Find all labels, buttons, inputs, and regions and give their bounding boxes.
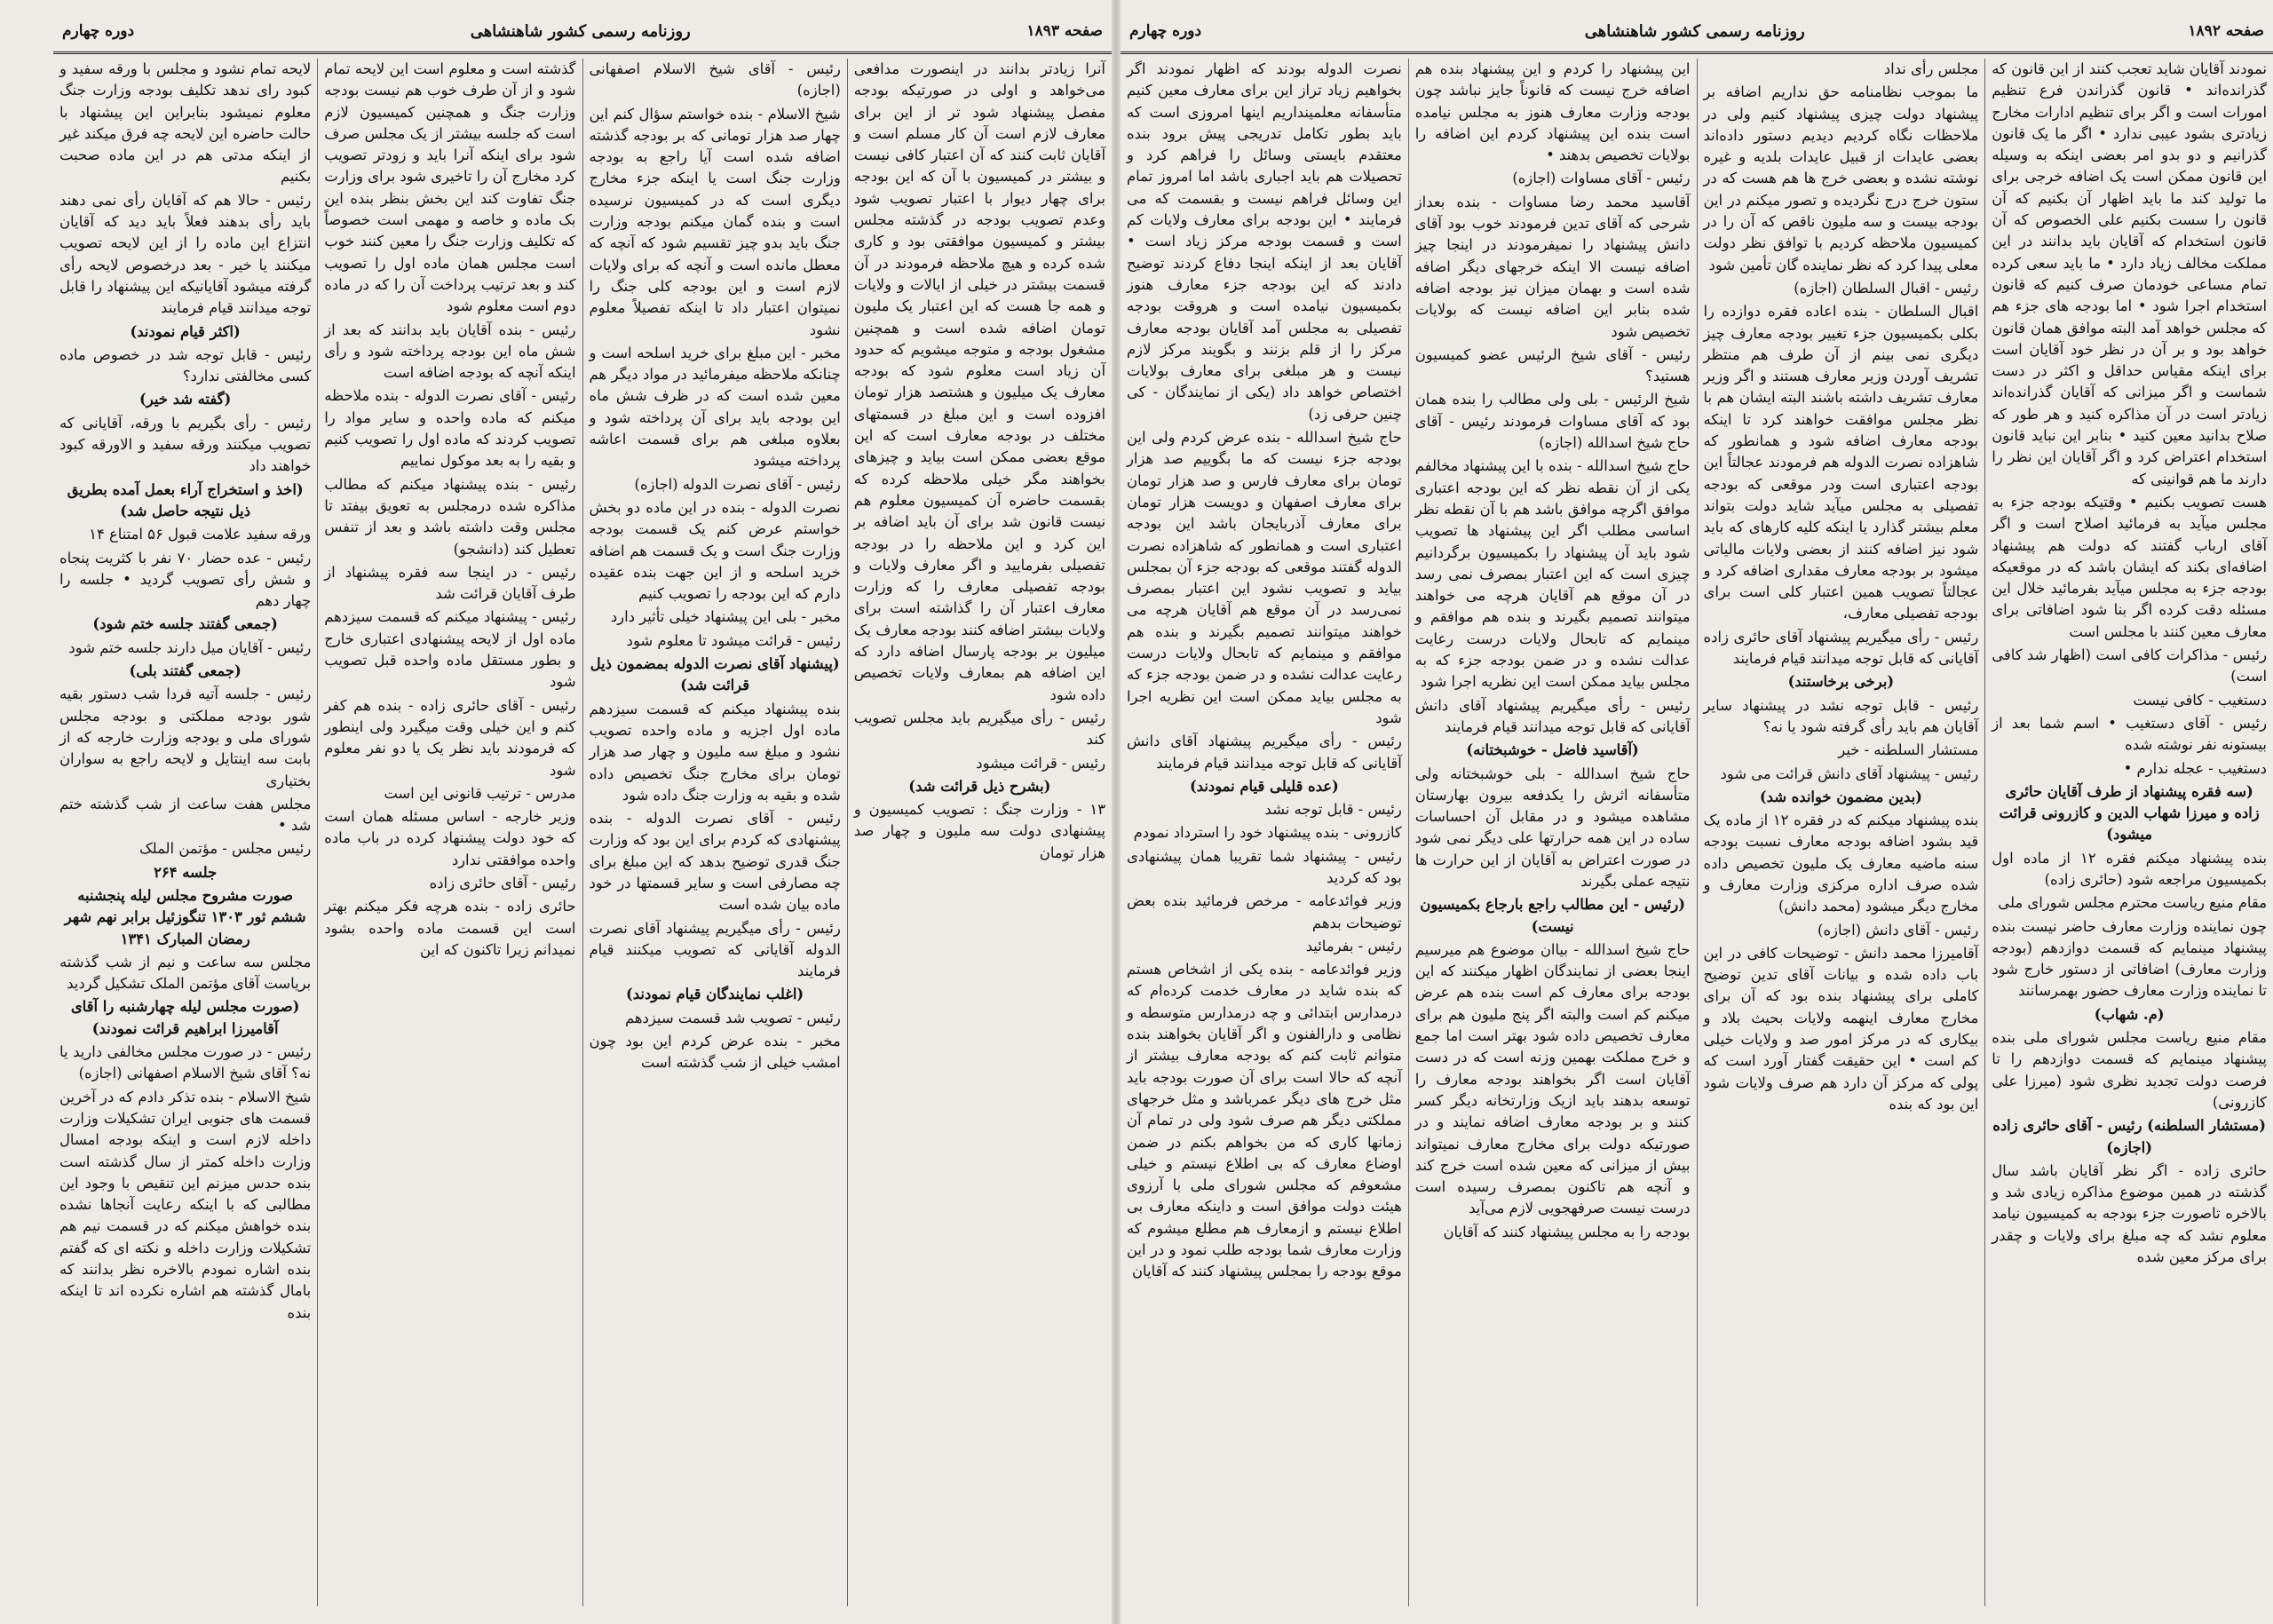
paragraph: رئیس - در اینجا سه فقره پیشنهاد از طرف آقایان قرائت شد (324, 563, 576, 603)
paragraph: رئیس - بنده پیشنهاد میکنم که مطالب مذاکره شده درمجلس به تعویق بیفتد تا مجلس وقت داشته باشد و بعد از تنفس تعطیل کند (دانشجو) (324, 475, 576, 558)
paragraph: رئیس - پیشنهاد آقای دانش قرائت می شود (1720, 764, 1979, 782)
paragraph: مستشار السلطنه - خیر (1838, 741, 1979, 759)
paragraph: بودجه را به مجلس پیشنهاد کنند که آقایان (1443, 1223, 1691, 1240)
paragraph: چون نماینده وزارت معارف حاضر نیست بنده پیشنهاد مینمایم که قسمت دوازدهم (بودجه وزارت معارف) اضافاتی از دستور خارج شود تا نماینده وزارت معارف حضور بهمرسانند (1992, 917, 2267, 1000)
paragraph: مجلس رأی نداد (1883, 60, 1979, 77)
paragraph: رئیس - پیشنهاد میکنم که قسمت سیزدهم ماده اول از لایحه پیشنهادی اعتباری خارج و بطور مستقل ماده واحده قبل تصویب شود (324, 608, 576, 691)
paragraph: رئیس - بنده آقایان باید بدانند که بعد از شش ماه این بودجه پرداخته شود و رأی اینکه آنچه که بودجه اضافه است (324, 321, 576, 382)
paragraph: جلسه ۲۶۴ (154, 863, 218, 881)
paragraph: رئیس - آقای دستغیب • اسم شما بعد از بیستونه نفر نوشته شده (1992, 714, 2267, 754)
paragraph: رئیس - مذاکرات کافی است (اظهار شد کافی است) (1992, 646, 2267, 685)
paragraph: (جمعی گفتند بلی) (129, 662, 242, 680)
paragraph: مدرس - ترتیب قانونی این است (384, 784, 576, 802)
paragraph: (عده قلیلی قیام نمودند) (1189, 777, 1339, 795)
paragraph: نصرت الدوله - بنده در این ماده دو بخش خواستم عرض کنم یک قسمت بودجه وزارت جنگ است و یک قسمت هم اضافه خرید اسلحه و از این جهت بنده عقیده دارم که این بودجه را تصویب کنیم (589, 498, 841, 603)
paragraph: رئیس - آقای حائری زاده - بنده هم کفر کنم و این خیلی وقت میگیرد ولی اینطور که فرمودند باید نظر یک یا دو نفر معلوم شود (324, 696, 576, 779)
text-column (1984, 59, 2273, 1606)
text-column (582, 59, 847, 1606)
paragraph: (مستشار السلطنه) رئیس - آقای حائری زاده (اجازه) (1992, 1117, 2266, 1156)
paragraph: رئیس - اقبال السلطان (اجازه) (1794, 279, 1979, 297)
paragraph: آقامیرزا محمد دانش - توضیحات کافی در این باب داده شده و بیانات آقای تدین توضیح کاملی برای پیشنهاد بنده بود که آن برای مخارج معارف اینهمه ولایات بحیث بلاد و بیکاری که در مرکز امور صد و ولایات خیلی کم است • این حقیقت گفتار آورد است که پولی که مرکز آن دارد هم صرف ولایات شود این بود که بنده (1703, 944, 1979, 1113)
paragraph: رئیس - آقای شیخ الرئیس عضو کمیسیون هستید؟ (1414, 345, 1691, 385)
paragraph: رئیس - آقای دانش (اجازه) (1818, 921, 1979, 939)
paragraph: رئیس - عده حضار ۷۰ نفر با کثریت پنجاه و شش رأی تصویب گردید • جلسه را چهار دهم (59, 549, 312, 610)
paragraph: مجلس سه ساعت و نیم از شب گذشته بریاست آقای مؤتمن الملک تشکیل گردید (59, 953, 312, 993)
paragraph: رئیس - رأی میگیریم باید مجلس تصویب کند (853, 709, 1105, 749)
paragraph: رئیس - آقای نصرت الدوله - بنده پیشنهادی که کردم برای این بود که وزارت جنگ قدری توضیح بدهد که این مبلغ برای چه مصارفی است و سایر قسمتها در خود ماده بیان شده است (589, 810, 841, 914)
paragraph: رئیس - آقای نصرت الدوله - بنده ملاحظه میکنم که ماده واحده و سایر مواد را تصویب کردند که ماده اول را تصویب کنیم و بقیه را به بعد موکول نماییم (324, 387, 576, 470)
paragraph: مقام منیع ریاست محترم مجلس شورای ملی (1998, 894, 2267, 912)
right-page (1121, 0, 2273, 1624)
paragraph: شیخ الرئیس - بلی ولی مطالب را بنده همان بود که آقای مساوات فرمودند رئیس - آقای حاج شیخ اسدالله (اجازه) (1414, 391, 1691, 452)
paragraph: این پیشنهاد را کردم و این پیشنهاد بنده هم اضافه خرج نیست که قانوناً جایز نباشد چون بودجه وزارت معارف هنوز به مجلس نیامده است بنده این پیشنهاد کردم این اضافه را بولایات تخصیص بدهند • (1414, 60, 1691, 164)
paragraph: رئیس - آقای نصرت الدوله (اجازه) (634, 475, 841, 493)
paragraph: دستغیب - عجله ندارم • (2123, 759, 2267, 777)
paragraph: (صورت مجلس لیله چهارشنبه را آقای آقامیرزا ابراهیم قرائت نمودند) (70, 998, 300, 1037)
paragraph: رئیس - قرائت میشود (976, 754, 1105, 772)
paragraph: نصرت الدوله بودند که اظهار نمودند اگر بخواهیم زیاد تراز این برای معارف معین کنیم متأسفانه معلمینداریم اینها امروزی است که باید بطور تکامل تدریجی پیش برود بنده معتقدم بایستی وسائل را فراهم کرد و تحصیلات هم باید اجباری باشد اما امروز تمام این وسائل فراهم نیست و بقسمت که می فرمایند • این بودجه برای معارف ولایات کم است و قسمت بودجه مرکز زیاد است • آقایان بعد از اینکه اینجا دفاع کردند توضیح دادند که این بودجه جزء معارف هنوز بکمیسیون نیامده است و هروقت بودجه تفصیلی به مجلس آمد آقایان بودجه معارف مرکز را از قلم بزنند و بگویند مرکز لازم نیست و هر مبلغی برای معارف بولایات اختصاص خواهد داد (یکی از نمایندگان - کی چنین حرفی زد) (1127, 60, 1402, 423)
paragraph: حائری زاده - بنده هرچه فکر میکنم بهتر است این قسمت ماده واحده بشود نمیدانم زیرا تاکنون که این (324, 898, 576, 958)
paragraph: (اخذ و استخراج آراء بعمل آمده بطریق ذیل نتیجه حاصل شد) (67, 480, 304, 519)
paragraph: رئیس - تصویب شد قسمت سیزدهم (625, 1009, 841, 1026)
paragraph: رئیس - بفرمائید (1305, 937, 1402, 955)
newspaper-title: روزنامه رسمی کشور شاهنشاهی (470, 21, 691, 41)
right-columns (1121, 59, 2273, 1606)
paragraph: بنده پیشنهاد میکنم که قسمت سیزدهم ماده اول اجزیه و ماده واحده تصویب نشود و مبلغ سه ملیون و چهار صد هزار تومان برای مخارج جنگ تخصیص داده شده و بقیه به وزارت جنگ داده شود (589, 700, 841, 804)
paragraph: حاج شیخ اسدالله - بنده عرض کردم ولی این بودجه جزء نیست که ما بگوییم صد هزار تومان برای معارف فارس و صد هزار تومان برای معارف اصفهان و دویست هزار تومان برای معارف آذربایجان باشد این بودجه اعتباری است و همانطور که شاهزاده نصرت الدوله گفتند موقعی که بودجه جزء آن بمجلس بیاید و تصویب نشود این اعتبار بمصرف نمی‌رسد در آن موقع هم آقایان هرچه می خواهند میتوانند تصمیم بگیرند و بنده هم موافقم و مینمایم که تابحال ولایات درست رعایت عدالت نشده و در ضمن بودجه جزء که به مجلس بیاید ممکن است این نظریه اجرا شود (1127, 429, 1402, 726)
paragraph: (آقاسید فاضل - خوشبختانه) (1466, 741, 1639, 759)
paragraph: رئیس - رأی میگیریم پیشنهاد آقای نصرت الدوله آقایانی که تصویب میکنند قیام فرمایند (589, 919, 841, 980)
page-number: صفحه ۱۸۹۲ (2188, 22, 2264, 40)
paragraph: لایحه تمام نشود و مجلس با ورقه سفید و کبود رای ندهد تکلیف بودجه وزارت جنگ معلوم نمیشود بنابراین این پیشنهاد با حالت حاضره این لایحه چه فرق میکند غیر از اینکه مدتی هم در این ماده صحبت بکنیم (59, 60, 312, 186)
paragraph: رئیس مجلس - مؤتمن الملک (139, 840, 312, 858)
paragraph: آقاسید محمد رضا مساوات - بنده بعداز شرحی که آقای تدین فرمودند خوب بود آقای دانش پیشنهاد را نمیفرمودند در اینجا چیز اضافه نیست الا اینکه خرجهای دیگر اضافه شده است و بهمان میزان نیز بودجه اضافه شده بنابر این اضافه نیست که بولایات تخصیص شود (1414, 193, 1691, 340)
text-column (1697, 59, 1985, 1606)
paragraph: (برخی برخاستند) (1787, 673, 1895, 691)
paragraph: رئیس - جلسه آتیه فردا شب دستور بقیه شور بودجه مملکتی و بودجه مجلس شورای ملی و بودجه وزارت خارجه که از بابت سه اینتایل و لایحه راجع به سواران بختیاری (59, 685, 312, 789)
paragraph: (بدین مضمون خوانده شد) (1759, 788, 1922, 805)
paragraph: رئیس - قابل توجه نشد (1264, 801, 1402, 819)
page-gutter (1112, 0, 1121, 1624)
paragraph: رئیس - قرائت میشود تا معلوم شود (626, 631, 841, 649)
paragraph: حاج شیخ اسدالله - بلی خوشبختانه ولی متأسفانه اثرش را یکدفعه بیرون بهارستان مشاهده میشود و در مقابل آن احساسات ساده در این همه حرارتها علی دیگر نمی شود در صورت اعتراض به آقایان از این حرارت ها نتیجه عملی بگیرند (1414, 764, 1691, 890)
paragraph: نمودند آقایان شاید تعجب کنند از این قانون که گذرانده‌اند • قانون گذراندن فرع تنظیم امورات است و اگر برای تنظیم ادارات مخارج زیادتری بشود عیبی ندارد • اگر ما یک قانون گذرانیم و دو بدو امر بعضی اینکه به وسیله این قانون ممکن است یک اضافه خرجی برای ما تولید کند ما باید اظهار آن بکنیم که آن قانون را سست بکنیم علی الخصوص که آن قانون استخدام که آقایان باید بدانند در این مملکت مخالف زیاد دارد • ما باید سعی کرده تمام مساعی خودمان صرف کنیم که قانون استخدام اجرا شود • اما بودجه های جزء هم که مجلس خواهد آمد البته موافق همان قانون خواهد بود و بر آن در نظر خود آقایان است برای اینکه مقیاس حداقل و اکثر در دست شماست و اگر میزانی که آقایان گذرانده‌اند زیادتر است در آن مذاکره کنید و هر طور که صلاح بدانید معین کنید • بنابر این نباید قانون استخدام اعتراض کرد و اگر آقایان این نظر را دارند ما هم قوانینی که (1992, 60, 2267, 487)
text-column (317, 59, 582, 1606)
paragraph: وزیر خارجه - اساس مسئله همان است که خود دولت پیشنهاد کرده در باب ماده واحده موافقتی ندارد (324, 808, 576, 868)
left-columns (53, 59, 1112, 1606)
header-rule (1121, 51, 2273, 54)
paragraph: مقام منیع ریاست مجلس شورای ملی بنده پیشنهاد مینمایم که قسمت دوازدهم را تا فرصت دولت تجدید نظری شود (میرزا علی کازرونی) (1992, 1029, 2267, 1111)
header-rule (53, 51, 1112, 54)
paragraph: بنده پیشنهاد میکنم که در فقره ۱۲ از ماده یک قید بشود اضافه بودجه معارف نسبت بودجه سنه ماضیه معارف یک ملیون تخصیص داده شده صرف اداره مرکزی وزارت معارف و مخارج دیگر میشود (محمد دانش) (1703, 812, 1979, 915)
paragraph: رئیس - رأی میگیریم پیشنهاد آقای دانش آقایانی که قابل توجه میدانند قیام فرمایند (1414, 696, 1691, 735)
page-number: صفحه ۱۸۹۳ (1026, 22, 1103, 40)
paragraph: وزیر فوائدعامه - بنده یکی از اشخاص هستم که بنده شاید در معارف خدمت کرده‌ام که درمدارس ابتدائی و چه درمدارس متوسطه و نظامی و دارالفنون و اگر آقایان بخواهند بنده متوانم ثابت کنم که بودجه معارف بیشتر از آنچه که حالا است برای آن صورت بودجه باید مثل خرج های دیگر عمرباشد و مثل خرجهای مملکتی دیگر هم صرف شود ولی در تمام آن زمانها کاری که من بخواهم بکنم در ضمن اوضاع معارف که بی اطلاع نیستم و خیلی مشعوفم که مجلس شورای ملی با آرزوی هیئت دولت موافق است و داینکه معارف بی اطلاع نیستم و ازمعارف هم مطلع میشوم که وزارت معارف شما بودجه طلب نمود و در این موقع بودجه را بمجلس پیشنهاد کنند که آقایان (1127, 961, 1402, 1280)
paragraph: شیخ الاسلام - بنده خواستم سؤال کنم این چهار صد هزار تومانی که بر بودجه گذشته اضافه شده است آیا راجع به بودجه وزارت جنگ است یا اینکه جزء مخارج دیگری است که در کمیسیون نرسیده است و بنده گمان میکنم بودجه وزارت جنگ باید بدو چیز تقسیم شود که آنچه که معطل مانده است و آنچه که برای ولایات لازم است و این بودجه کلی جنگ را نمیتوان اعتبار داد تا اینکه تفصیلاً معلوم نشود (589, 105, 841, 338)
left-page (53, 0, 1112, 1624)
paragraph: ورقه سفید علامت قبول ۵۶ امتناع ۱۴ (89, 526, 312, 543)
paragraph: کازرونی - بنده پیشنهاد خود را استرداد نمودم (1133, 824, 1402, 842)
paragraph: مجلس هفت ساعت از شب گذشته ختم شد • (59, 795, 312, 835)
paragraph: رئیس - در صورت مجلس مخالفی دارید یا نه؟ آقای شیخ الاسلام اصفهانی (اجازه) (59, 1043, 312, 1082)
paragraph: (رئیس - این مطالب راجع بارجاع بکمیسیون نیست) (1420, 896, 1686, 935)
masthead (53, 16, 1112, 46)
period-label: دوره چهارم (1129, 22, 1202, 40)
paragraph: ما بموجب نظامنامه حق نداریم اضافه بر پیشنهاد دولت چیزی پیشنهاد کنیم ولی در ملاحظات نگاه کردیم دیدیم دستور داده‌اند بعضی عایدات از قبیل عایدات بلدیه و غیره نوشته نشده و بعضی خرج ها هم هست که در ستون خرج درج نگردیده و تصور میکنم در این بودجه بیست و سه ملیون ناقص که آن را در کمیسیون ملاحظه کردیم با توافق نظر دولت معلی پیدا کرد که نظر نماینده گان تأمین شود (1703, 83, 1979, 273)
paragraph: رئیس - رأی میگیریم پیشنهاد آقای دانش آقایانی که قابل توجه میدانند قیام فرمایند (1127, 733, 1402, 772)
paragraph: حاج شیخ اسدالله - بنده با این پیشنهاد مخالفم یکی از آن نقطه نظر که این بودجه اعتباری موافق اگرچه موافق باشد هم با آن نقطه نظر اساسی مطلب اگر این پیشنهاد ها تصویب شود باید آن پیشنهاد را بکمیسیون برگردانیم چیزی است که این اعتبار بمصرف نمی رسد در آن موقع هم آقایان هرچه می خواهند میتوانند تصمیم بگیرند و بنده هم موافقم و مینمایم که تابحال ولایات درست رعایت عدالت نشده و در ضمن بودجه جزء که به مجلس بیاید ممکن است این نظریه اجرا شود (1414, 457, 1691, 691)
paragraph: (م. شهاب) (2094, 1005, 2165, 1023)
paragraph: رئیس - آقایان میل دارند جلسه ختم شود (68, 638, 312, 656)
text-column (1121, 59, 1408, 1606)
period-label: دوره چهارم (62, 22, 135, 40)
paragraph: رئیس - آقای شیخ الاسلام اصفهانی (اجازه) (589, 60, 841, 99)
paragraph: بنده پیشنهاد میکنم فقره ۱۲ از ماده اول بکمیسیون مراجعه شود (حائری زاده) (1992, 849, 2268, 888)
paragraph: وزیر فوائدعامه - مرخص فرمائید بنده بعض توضیحات بدهم (1127, 892, 1402, 931)
text-column (1408, 59, 1697, 1606)
paragraph: (جمعی گفتند جلسه ختم شود) (92, 615, 278, 633)
paragraph: آنرا زیادتر بدانند در اینصورت مدافعی می‌خواهد و اولی در صورتیکه بودجه مفصل پیشنهاد شود تر از این برای معارف لازم است آن کار مسلم است و آقایان ثابت کنند که آن اعتبار کافی نیست و بیشتر در کمیسیون با آن که این بودجه برای چهار دیوار با اعتبار تصویب شود وعدم تصویب بودجه در گذشته مجلس بیشتر و کمیسیون موافقتی بود و کاری شده کرده و هیچ ملاحظه فرمودند در آن قسمت بیشتر در خیلی از ایالات و ولایات و همه جا هست که این اعتبار یک ملیون تومان اضافه شده است و همچنین مشغول بودجه و متوجه میشویم که حدود آن زیاد است معلوم شود که بودجه معارف یک میلیون و هشتصد هزار تومان افزوده است و این مبلغ در قسمتهای مختلف در بودجه معارف است که این موقع بعضی ممکن است بیاید و چیزهای بخواهند مگر خیلی ملاحظه کرده که بقسمت حاضره آن کمیسیون معلوم هم نیست قانون شد برای آن باید اضافه بر این کرد و این ملاحظه را در بودجه تفصیلی بفرمایید و اگر معارف ولایات و بودجه تفصیلی معارف را که وزارت معارف اعتبار آن را گذاشته است برای ولایات بیشتر اضافه کنند بودجه معارف یک میلیون بر بودجه پارسال اضافه دارد که این اضافه هم بمعارف ولایات تخصیص داده شود (853, 60, 1105, 703)
masthead (1121, 16, 2273, 46)
paragraph: رئیس - آقای حائری زاده (429, 874, 576, 891)
paragraph: دستغیب - کافی نیست (2133, 691, 2267, 709)
paragraph: (بشرح ذیل قرائت شد) (908, 777, 1051, 795)
paragraph: مخبر - بلی این پیشنهاد خیلی تأثیر دارد (610, 608, 841, 626)
paragraph: (گفته شد خیر) (139, 391, 232, 408)
paragraph: گذشته است و معلوم است این لایحه تمام شود و از آن طرف خوب هم نیست بودجه وزارت جنگ و همچنین کمیسیون لازم است که جلسه بیشتر از یک مجلس صرف شود برای اینکه آنرا باید و زودتر تصویب کرد مخارج آن را تاخیری شود برای وزارت جنگ تفاوت کند این بخش بنظر بنده این بک ماده و خاصه و مهمی است خصوصاً که تکلیف وزارت جنگ را معین کنند خوب است مجلس همان ماده اول را تصویب کند و بعد ترتیب پرداخت آن را که در ماده دوم است معلوم شود (324, 60, 576, 315)
paragraph: مخبر - بنده عرض کردم این بود چون امشب خیلی از شب گذشته است (589, 1033, 841, 1072)
paragraph: رئیس - پیشنهاد شما تقریبا همان پیشنهادی بود که کردید (1127, 847, 1402, 886)
paragraph: رئیس - آقای مساوات (اجازه) (1512, 170, 1691, 187)
newspaper-title: روزنامه رسمی کشور شاهنشاهی (1584, 21, 1805, 41)
paragraph: حائری زاده - اگر نظر آقایان باشد سال گذشته در همین موضوع مذاکره زیادی شد و بالاخره تاصورت جزء بودجه به کمیسیون نیامد معلوم نشد که چه مبلغ برای ولایات و چقدر برای مرکز معین شده (1992, 1161, 2267, 1266)
paragraph: ۱۳ - وزارت جنگ : تصویب کمیسیون و پیشنهادی دولت سه ملیون و چهار صد هزار تومان (853, 801, 1105, 861)
paragraph: رئیس - رأی بگیریم با ورقه، آقایانی که تصویب میکنند ورقه سفید و الاورقه کبود خواهند داد (59, 414, 312, 475)
paragraph: هست تصویب بکنیم • وقتیکه بودجه جزء به مجلس میآید به فرمائید اصلاح است و اگر آقای ارباب گفتند که دولت هم پیشنهاد اضافه‌ای بکند که ایشان باشد که در موقعیکه بودجه جزء به مجلس میآید بفرمائید خلال این مسئله دقت کرده اگر بنا شود اضافاتی برای معارف معین کنند با مجلس است (1992, 493, 2267, 640)
paragraph: رئیس - حالا هم که آقایان رأی نمی دهند باید رأی بدهند فعلاً باید دید که آقایان انتزاع این ماده را از این لایحه تصویب میکنند یا خیر - بعد درخصوص لایحه رأی گرفته میشود آقایانیکه این پیشنهاد را قابل توجه میدانند قیام فرمایند (59, 191, 312, 317)
paragraph: رئیس - قابل توجه شد در خصوص ماده کسی مخالفتی ندارد؟ (59, 345, 312, 385)
paragraph: مخبر - این مبلغ برای خرید اسلحه است و چنانکه ملاحظه میفرمائید در مواد دیگر هم معین شده است که در ظرف شش ماه این بودجه باید برای آن پرداخته شود و بعلاوه مبلغی هم برای قسمت اعاشه پرداخته میشود (589, 344, 841, 470)
paragraph: رئیس - قابل توجه نشد در پیشنهاد سایر آقایان هم باید رأی گرفته شود یا نه؟ (1703, 696, 1979, 735)
paragraph: (اغلب نمایندگان قیام نمودند) (626, 986, 804, 1003)
paragraph: (سه فقره پیشنهاد از طرف آقایان حائری زاده و میرزا شهاب الدین و کازرونی قرائت میشود) (1999, 782, 2260, 844)
text-column (847, 59, 1112, 1606)
paragraph: حاج شیخ اسدالله - بیاان موضوع هم میرسیم اینجا بعضی از نمایندگان اظهار میکنند که این بودجه برای معارف کم است بنده هم عرض میکنم کم است والبته اگر پنج ملیون هم برای معارف تخصیص داده شود بهتر است اما جمع و خرج مملکت بهمین وزنه است که در دست آقایان است اگر بخواهند بودجه معارف را توسعه بدهند باید ازیک وزارتخانه دیگر کسر کنند و بر بودجه معارف اضافه نمایند و در صورتیکه دولت برای مخارج معارف نمیتواند بیش از میزانی که معین شده است خرج کند و آنچه هم تاکنون بمصرف رسیده است درست نیست صرفهجویی لازم می‌آید (1414, 940, 1691, 1217)
paragraph: اقبال السلطان - بنده اعاده فقره دوازده را بکلی بکمیسیون جزء تغییر بودجه معارف چیز دیگری نمی بینم از آن طرف هم منتظر تشریف آوردن وزیر معارف هستند و اگر وزیر معارف تشریف داشته باشند البته ایشان هم با نظر مجلس موافقت خواهند کرد تا اینکه بودجه معارف اضافه شود و همانطور که شاهزاده نصرت الدوله هم فرمودند عجالتاً این بودجه اعتباری است ودر موقعی که بودجه تفصیلی به مجلس میآید شاید دولت بتواند معلم بیشتر گذارد یا اینکه کلیه کارهای که باید شود نیز اضافه کنند از بعضی ولایات مالیاتی میشود بر بودجه معارف مقداری اضافه کرد و عجالتاً تصویب همین اعتبار کلی است برای بودجه تفصیلی معارف، (1703, 303, 1979, 622)
paragraph: شیخ الاسلام - بنده تذکر دادم که در آخرین قسمت های جنوبی ایران تشکیلات وزارت داخله لازم است و اینکه بودجه امسال وزارت داخله کمتر از سال گذشته است بنده حدس میزنم این تنقیص با وجود این مطالبی که با اینکه رعایت آنجاها نشده بنده خواهش میکنم که در قسمت نیم هم تشکیلات وزارت داخله و نکته ای که گفتم بنده اشاره نمودم بالاخره نظر بدانند که بامال گذشته هم اشاره نکرده اند تا اینکه بنده (59, 1088, 312, 1321)
paragraph: صورت مشروح مجلس لیله پنجشنبه ششم ثور ۱۳۰۳ تنگوزئیل برابر نهم شهر رمضان المبارک ۱۳۴۱ (64, 886, 306, 947)
paragraph: رئیس - رأی میگیریم پیشنهاد آقای حائری زاده آقایانی که قابل توجه میدانند قیام فرمایند (1703, 628, 1979, 668)
paragraph: (اکثر قیام نمودند) (130, 322, 241, 340)
paragraph: (پیشنهاد آقای نصرت الدوله بمضمون ذیل قرائت شد) (590, 655, 840, 694)
text-column (53, 59, 317, 1606)
